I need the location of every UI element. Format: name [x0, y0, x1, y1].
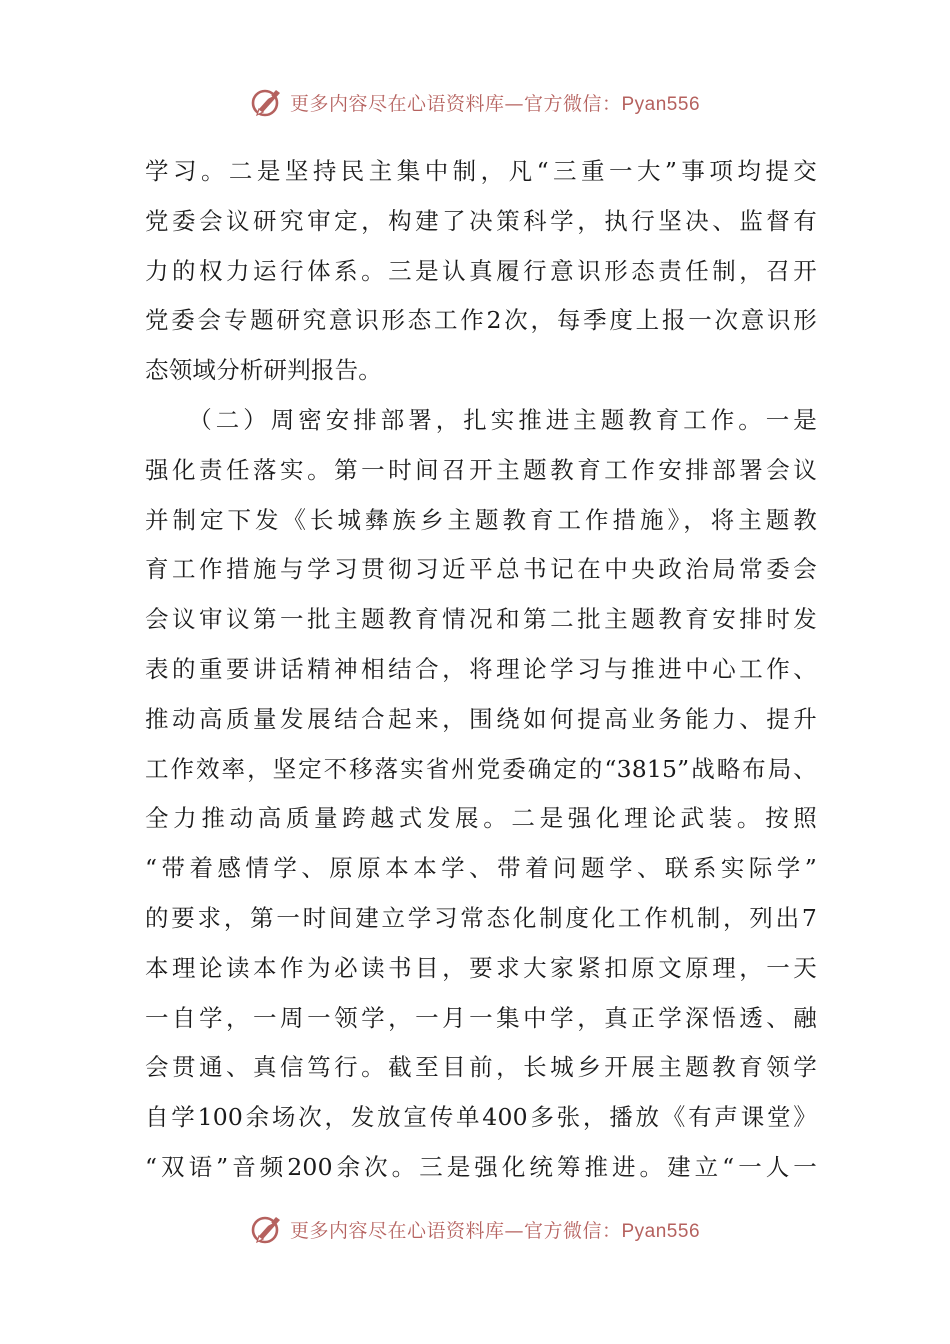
text-line: 表的重要讲话精神相结合，将理论学习与推进中心工作、 — [145, 654, 817, 683]
watermark-handle: Pyan556 — [621, 93, 701, 115]
watermark-text: 更多内容尽在心语资料库—官方微信：Pyan556 — [289, 92, 701, 115]
text-line: 党委会专题研究意识形态工作2次，每季度上报一次意识形 — [145, 306, 817, 335]
text-line: 党委会议研究审定，构建了决策科学，执行坚决、监督有 — [145, 206, 817, 235]
text-line: 一自学，一周一领学，一月一集中学，真正学深悟透、融 — [145, 1003, 817, 1032]
header-watermark — [0, 82, 950, 122]
text-line: 推动高质量发展结合起来，围绕如何提高业务能力、提升 — [145, 704, 817, 733]
pen-logo-icon — [250, 85, 284, 119]
watermark-text: 更多内容尽在心语资料库—官方微信：Pyan556 — [289, 1219, 701, 1242]
text-line: 工作效率，坚定不移落实省州党委确定的“3815”战略布局、 — [145, 754, 817, 783]
document-body — [145, 147, 817, 1193]
text-line: 学习。二是坚持民主集中制，凡“三重一大”事项均提交 — [145, 157, 817, 185]
text-line: 育工作措施与学习贯彻习近平总书记在中央政治局常委会 — [145, 555, 817, 584]
text-line: 力的权力运行体系。三是认真履行意识形态责任制，召开 — [145, 256, 817, 285]
text-line: 态领域分析研判报告。 — [145, 356, 382, 385]
paragraph-heading-line: （二）周密安排部署，扎实推进主题教育工作。一是 — [145, 405, 817, 434]
text-line: 强化责任落实。第一时间召开主题教育工作安排部署会议 — [145, 455, 817, 484]
footer-watermark — [0, 1209, 950, 1249]
text-line: 会贯通、真信笃行。截至目前，长城乡开展主题教育领学 — [145, 1053, 817, 1082]
text-line: 全力推动高质量跨越式发展。二是强化理论武装。按照 — [145, 804, 817, 833]
text-line: 会议审议第一批主题教育情况和第二批主题教育安排时发 — [145, 605, 817, 634]
pen-logo-icon — [250, 1212, 284, 1246]
text-line: “带着感情学、原原本本学、带着问题学、联系实际学” — [145, 854, 817, 883]
text-line: 的要求，第一时间建立学习常态化制度化工作机制，列出7 — [145, 903, 817, 932]
text-line: 自学100余场次，发放宣传单400多张，播放《有声课堂》 — [145, 1103, 817, 1132]
watermark-handle: Pyan556 — [621, 1220, 701, 1242]
text-line: 并制定下发《长城彝族乡主题教育工作措施》，将主题教 — [145, 505, 817, 534]
text-line: “双语”音频200余次。三是强化统筹推进。建立“一人一 — [145, 1152, 817, 1181]
text-line: 本理论读本作为必读书目，要求大家紧扣原文原理，一天 — [145, 953, 817, 982]
